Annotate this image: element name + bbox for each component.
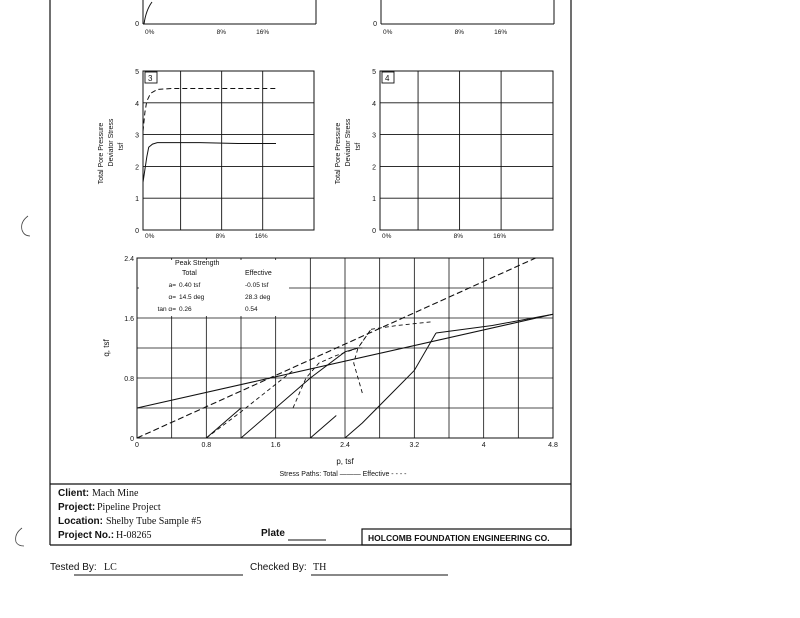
x-tick-label: 8% bbox=[453, 233, 463, 240]
project-value: Pipeline Project bbox=[97, 502, 161, 513]
stress-path-total bbox=[206, 408, 241, 438]
x-tick-label: 3.2 bbox=[409, 442, 420, 449]
peak-strength-total-value: 0.40 tsf bbox=[179, 282, 201, 289]
y-tick-label: 1.6 bbox=[124, 316, 134, 323]
checked-by-label: Checked By: bbox=[250, 562, 307, 573]
legend: Stress Paths: Total ——— Effective - - - - bbox=[279, 471, 407, 478]
x-axis-label: p, tsf bbox=[336, 457, 354, 466]
y-tick-label: 0 bbox=[135, 21, 139, 28]
panel-2-partial bbox=[373, 0, 554, 36]
peak-strength-effective-value: -0.05 tsf bbox=[245, 282, 269, 289]
series-deviator-stress bbox=[143, 143, 276, 183]
x-tick-label: 16% bbox=[256, 29, 270, 36]
stress-path-effective bbox=[371, 322, 432, 330]
y-tick-label: 5 bbox=[135, 69, 139, 76]
panel-number: 4 bbox=[385, 74, 390, 83]
project-no-label: Project No.: bbox=[58, 530, 115, 541]
x-tick-label: 8% bbox=[215, 233, 226, 240]
y-tick-label: 1 bbox=[135, 196, 139, 204]
y-tick-label: 5 bbox=[372, 69, 376, 76]
peak-strength-total-value: 14.5 deg bbox=[179, 294, 205, 301]
x-tick-label: 16% bbox=[493, 233, 507, 240]
x-tick-label: 8% bbox=[216, 29, 226, 36]
x-tick-label: 1.6 bbox=[270, 442, 281, 449]
y-tick-label: 2 bbox=[372, 164, 376, 172]
y-tick-label: 0.8 bbox=[124, 376, 134, 383]
ylabel-unit: tsf bbox=[118, 142, 125, 151]
stress-path-effective bbox=[293, 329, 371, 408]
x-tick-label: 16% bbox=[494, 29, 508, 36]
x-tick-label: 16% bbox=[254, 233, 268, 240]
y-tick-label: 0 bbox=[130, 436, 134, 443]
panel-1-partial bbox=[135, 0, 316, 36]
peak-strength-effective-value: 28.3 deg bbox=[245, 294, 271, 301]
peak-strength-total-value: 0.26 bbox=[179, 306, 192, 313]
peak-strength-row-label: a= bbox=[168, 282, 176, 289]
y-tick-label: 3 bbox=[372, 132, 376, 140]
checked-by-value: TH bbox=[313, 562, 327, 573]
project-label: Project: bbox=[58, 502, 96, 513]
x-tick-label: 0% bbox=[145, 29, 155, 36]
x-tick-label: 4 bbox=[481, 442, 486, 449]
stress-path-total bbox=[310, 416, 336, 439]
series-pore-pressure bbox=[143, 89, 276, 132]
ylabel-pore-pressure: Total Pore Pressure bbox=[98, 122, 105, 185]
ylabel-unit: tsf bbox=[355, 142, 362, 151]
series-stub bbox=[144, 2, 152, 24]
company-name: HOLCOMB FOUNDATION ENGINEERING CO. bbox=[368, 533, 550, 543]
y-tick-label: 0 bbox=[372, 228, 376, 235]
y-tick-label: 2.4 bbox=[124, 256, 134, 263]
x-tick-label: 4.8 bbox=[548, 442, 558, 449]
project-no-value: H-08265 bbox=[116, 530, 152, 541]
panel-3-stress-strain bbox=[98, 69, 314, 240]
ylabel-pore-pressure: Total Pore Pressure bbox=[335, 122, 342, 185]
y-tick-label: 4 bbox=[135, 100, 139, 108]
x-tick-label: 2.4 bbox=[340, 442, 350, 449]
x-tick-label: 0 bbox=[135, 442, 139, 449]
location-label: Location: bbox=[58, 516, 103, 527]
y-tick-label: 3 bbox=[135, 132, 139, 140]
peak-strength-row-label: α= bbox=[168, 294, 176, 301]
scan-marks bbox=[16, 216, 30, 546]
y-tick-label: 2 bbox=[135, 164, 139, 172]
peak-strength-effective-value: 0.54 bbox=[245, 306, 258, 313]
stress-path-total bbox=[345, 333, 436, 438]
x-tick-label: 8% bbox=[454, 29, 464, 36]
plot-frame bbox=[143, 71, 314, 230]
peak-strength-row-label: tan α= bbox=[157, 306, 176, 313]
tested-by-label: Tested By: bbox=[50, 562, 97, 573]
ylabel-deviator-stress: Deviator Stress bbox=[345, 118, 352, 167]
x-tick-label: 0% bbox=[383, 29, 393, 36]
y-tick-label: 0 bbox=[135, 228, 139, 235]
y-tick-label: 0 bbox=[373, 21, 377, 28]
client-value: Mach Mine bbox=[92, 488, 139, 499]
ylabel-deviator-stress: Deviator Stress bbox=[108, 118, 115, 167]
stress-path-total bbox=[436, 314, 553, 333]
x-tick-label: 0% bbox=[382, 233, 392, 240]
location-value: Shelby Tube Sample #5 bbox=[106, 516, 202, 527]
plot-frame bbox=[380, 71, 553, 230]
stress-path-chart bbox=[102, 256, 558, 478]
panel-4-stress-strain bbox=[335, 69, 553, 240]
y-tick-label: 1 bbox=[372, 196, 376, 204]
stress-path-effective bbox=[354, 329, 371, 393]
tested-by-value: LC bbox=[104, 562, 117, 573]
x-tick-label: 0% bbox=[145, 233, 155, 240]
y-tick-label: 4 bbox=[372, 100, 376, 108]
peak-strength-col-total: Total bbox=[182, 270, 197, 277]
client-label: Client: bbox=[58, 488, 90, 499]
plate-label: Plate bbox=[261, 528, 285, 539]
peak-strength-heading: Peak Strength bbox=[175, 260, 220, 267]
peak-strength-col-effective: Effective bbox=[245, 270, 272, 277]
panel-number: 3 bbox=[148, 74, 153, 83]
x-tick-label: 0.8 bbox=[201, 442, 212, 449]
y-axis-label: q, tsf bbox=[102, 339, 111, 357]
